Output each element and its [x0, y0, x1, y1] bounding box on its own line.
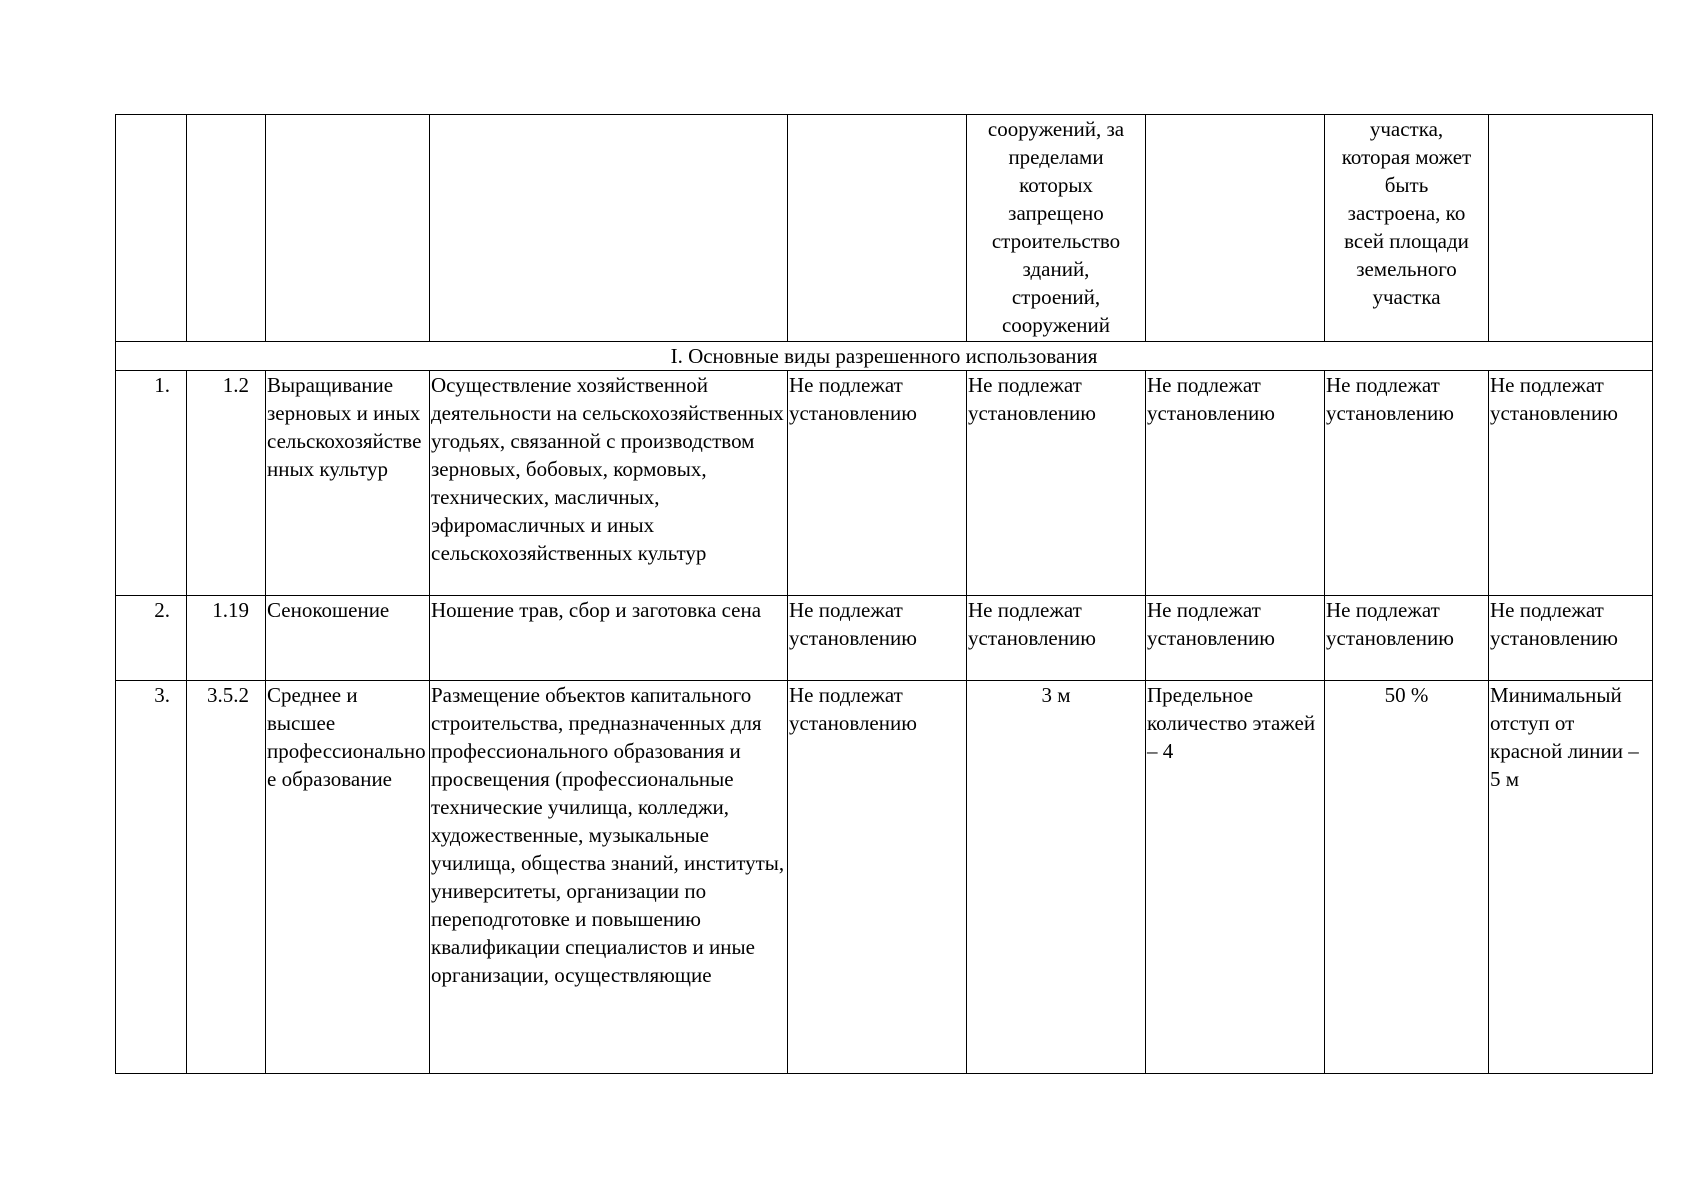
- row-value-col8: Не подлежат установлению: [1325, 371, 1489, 596]
- table-cell: [1489, 115, 1653, 342]
- row-value-col8: Не подлежат установлению: [1325, 596, 1489, 681]
- table-cell: [1146, 115, 1325, 342]
- table-row-header-continuation: [116, 115, 1653, 342]
- table-row: [116, 371, 1653, 596]
- row-value-col6: Не подлежат установлению: [967, 596, 1146, 681]
- row-value-col7: Не подлежат установлению: [1146, 596, 1325, 681]
- row-use-name: Сенокошение: [266, 596, 430, 681]
- row-value-col5: Не подлежат установлению: [788, 596, 967, 681]
- row-value-col5: Не подлежат установлению: [788, 681, 967, 1074]
- row-description: Размещение объектов капитального строительства, предназначенных для профессионального образования и просвещения (профессиональные технические училища, колледжи, художественные, музыкальные училища, общества знаний, институты, университеты, организации по переподготовке и повышению квалификации специалистов и иные организации, осуществляющие: [430, 681, 788, 1074]
- row-value-col6: 3 м: [967, 681, 1146, 1074]
- table-cell: [187, 115, 266, 342]
- row-code: 3.5.2: [187, 681, 266, 1074]
- row-value-col9: Не подлежат установлению: [1489, 371, 1653, 596]
- row-value-col8: 50 %: [1325, 681, 1489, 1074]
- land-use-table: [115, 114, 1653, 1074]
- table-cell: [788, 115, 967, 342]
- row-code: 1.2: [187, 371, 266, 596]
- section-title: I. Основные виды разрешенного использования: [116, 342, 1653, 371]
- row-value-col9: Не подлежат установлению: [1489, 596, 1653, 681]
- table-cell: [116, 115, 187, 342]
- section-row: [116, 342, 1653, 371]
- row-number: 1.: [116, 371, 187, 596]
- row-description: Ношение трав, сбор и заготовка сена: [430, 596, 788, 681]
- table-row: [116, 596, 1653, 681]
- row-number: 2.: [116, 596, 187, 681]
- row-description: Осуществление хозяйственной деятельности на сельскохозяйственных угодьях, связанной с производством зерновых, бобовых, кормовых, технических, масличных, эфиромасличных и иных сельскохозяйственных культур: [430, 371, 788, 596]
- row-use-name: Выращивание зерновых и иных сельскохозяйственных культур: [266, 371, 430, 596]
- header-cell-setback: сооружений, за пределами которых запрещено строительство зданий, строений, сооружений: [967, 115, 1146, 342]
- row-value-col9: Минимальный отступ от красной линии – 5 м: [1489, 681, 1653, 1074]
- row-value-col5: Не подлежат установлению: [788, 371, 967, 596]
- row-value-col7: Предельное количество этажей – 4: [1146, 681, 1325, 1074]
- row-number: 3.: [116, 681, 187, 1074]
- row-value-col6: Не подлежат установлению: [967, 371, 1146, 596]
- row-value-col7: Не подлежат установлению: [1146, 371, 1325, 596]
- table-row: [116, 681, 1653, 1074]
- row-code: 1.19: [187, 596, 266, 681]
- row-use-name: Среднее и высшее профессиональное образование: [266, 681, 430, 1074]
- table-cell: [266, 115, 430, 342]
- table-cell: [430, 115, 788, 342]
- header-cell-coverage: участка, которая может быть застроена, ко всей площади земельного участка: [1325, 115, 1489, 342]
